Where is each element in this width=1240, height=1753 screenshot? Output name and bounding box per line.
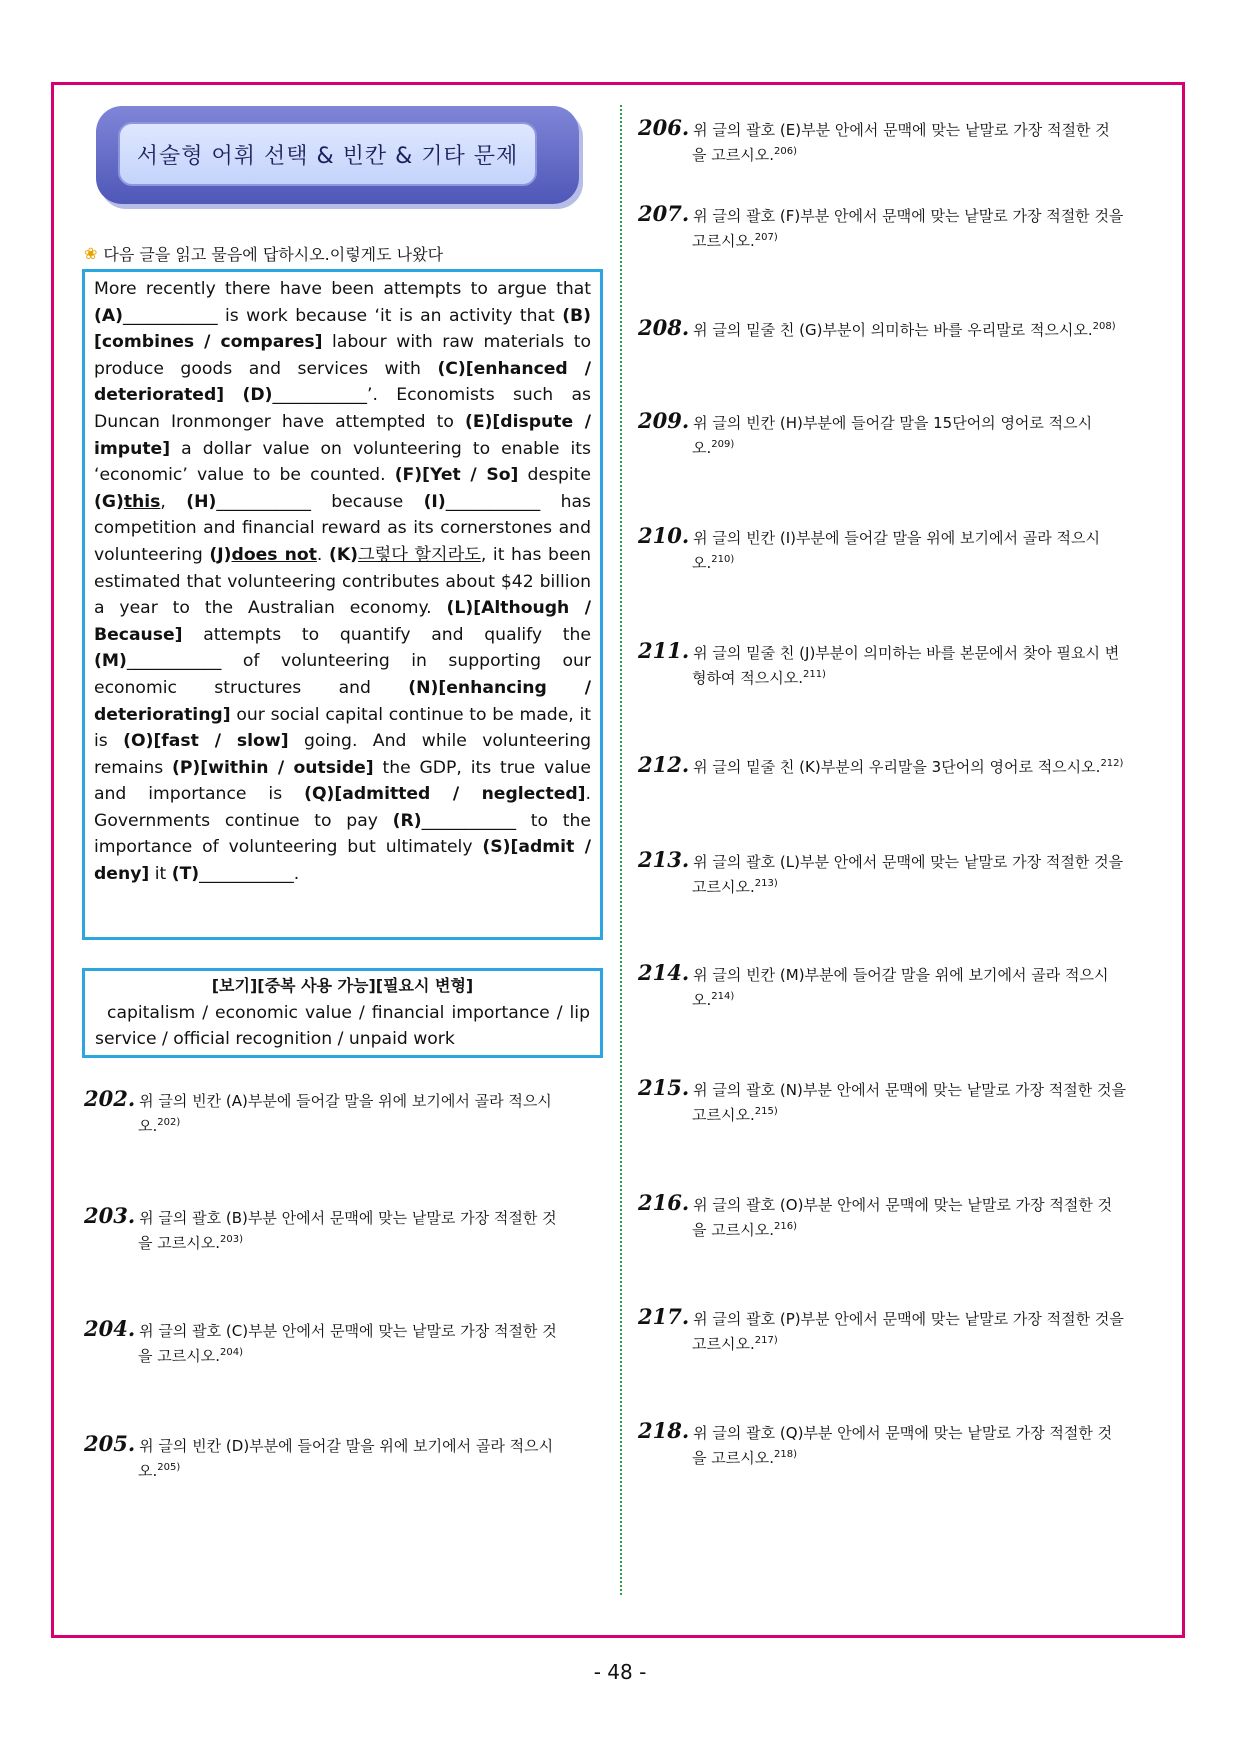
column-divider — [620, 105, 622, 1595]
question-217: 217. 위 글의 괄호 (P)부분 안에서 문맥에 맞는 낱말로 가장 적절한 것을 고르시오.$^{217)}$ — [638, 1304, 1124, 1353]
flower-icon: ❀ — [84, 244, 98, 263]
instruction-text: 다음 글을 읽고 물음에 답하시오.이렇게도 나왔다 — [103, 245, 444, 264]
question-206: 206. 위 글의 괄호 (E)부분 안에서 문맥에 맞는 낱말로 가장 적절한 것 을 고르시오.$^{206)}$ — [638, 115, 1110, 164]
question-215: 215. 위 글의 괄호 (N)부분 안에서 문맥에 맞는 낱말로 가장 적절한 것을 고르시오.$^{215)}$ — [638, 1075, 1127, 1124]
word-bank-words: capitalism / economic value / financial importance / lip service / official recognition / unpaid work — [95, 1002, 590, 1050]
question-208: 208. 위 글의 밑줄 친 (G)부분이 의미하는 바를 우리말로 적으시오.$^{208)}$ — [638, 315, 1116, 340]
instruction — [84, 242, 443, 265]
page-number: - 48 - — [593, 1660, 647, 1684]
question-211: 211. 위 글의 밑줄 친 (J)부분이 의미하는 바를 본문에서 찾아 필요시 변 형하여 적으시오.$^{211)}$ — [638, 638, 1120, 687]
section-title: 서술형 어휘 선택 & 빈칸 & 기타 문제 — [118, 122, 537, 186]
question-205: 205. 위 글의 빈칸 (D)부분에 들어갈 말을 위에 보기에서 골라 적으시 오.$^{205)}$ — [84, 1431, 554, 1480]
question-203: 203. 위 글의 괄호 (B)부분 안에서 문맥에 맞는 낱말로 가장 적절한 것 을 고르시오.$^{203)}$ — [84, 1203, 557, 1252]
question-214: 214. 위 글의 빈칸 (M)부분에 들어갈 말을 위에 보기에서 골라 적으시 오.$^{214)}$ — [638, 960, 1109, 1009]
question-216: 216. 위 글의 괄호 (O)부분 안에서 문맥에 맞는 낱말로 가장 적절한 것 을 고르시오.$^{216)}$ — [638, 1190, 1113, 1239]
question-218: 218. 위 글의 괄호 (Q)부분 안에서 문맥에 맞는 낱말로 가장 적절한 것 을 고르시오.$^{218)}$ — [638, 1418, 1113, 1467]
reading-passage: More recently there have been attempts to argue that (A)___________ is work because ‘it is an activity that (B)[combines / compares] labour with raw materials to produce goods and services with (C)[enhanced / deteriorated] (D)___________’. Economists such as Duncan Ironmonger have attempted to (E)[dispute / impute] a dollar value on volunteering to enable its ‘economic’ value to be counted. (F)[Yet / So] despite (G)this, (H)___________ because (I)___________ has competition and financial reward as its cornerstones and volunteering (J)does not. (K)그렇다 할지라도, it has been estimated that volunteering contributes about $42 billion a year to the Australian economy. (L)[Although / Because] attempts to quantify and qualify the (M)___________ of volunteering in supporting our economic structures and (N)[enhancing / deteriorating] our social capital continue to be made, it is (O)[fast / slow] going. And while volunteering remains (P)[within / outside] the GDP, its true value and importance is (Q)[admitted / neglected]. Governments continue to pay (R)___________ to the importance of volunteering but ultimately (S)[admit / deny] it (T)___________. — [82, 269, 603, 940]
question-213: 213. 위 글의 괄호 (L)부분 안에서 문맥에 맞는 낱말로 가장 적절한 것을 고르시오.$^{213)}$ — [638, 847, 1124, 896]
question-204: 204. 위 글의 괄호 (C)부분 안에서 문맥에 맞는 낱말로 가장 적절한 것 을 고르시오.$^{204)}$ — [84, 1316, 557, 1365]
question-212: 212. 위 글의 밑줄 친 (K)부분의 우리말을 3단어의 영어로 적으시오.$^{212)}$ — [638, 752, 1124, 777]
word-bank-box — [82, 968, 603, 1058]
word-bank-title: [보기][중복 사용 가능][필요시 변형] — [211, 976, 474, 995]
question-210: 210. 위 글의 빈칸 (I)부분에 들어갈 말을 위에 보기에서 골라 적으시 오.$^{210)}$ — [638, 523, 1100, 572]
question-207: 207. 위 글의 괄호 (F)부분 안에서 문맥에 맞는 낱말로 가장 적절한 것을 고르시오.$^{207)}$ — [638, 201, 1124, 250]
question-209: 209. 위 글의 빈칸 (H)부분에 들어갈 말을 15단어의 영어로 적으시 오.$^{209)}$ — [638, 408, 1093, 457]
question-202: 202. 위 글의 빈칸 (A)부분에 들어갈 말을 위에 보기에서 골라 적으시 오.$^{202)}$ — [84, 1086, 552, 1135]
